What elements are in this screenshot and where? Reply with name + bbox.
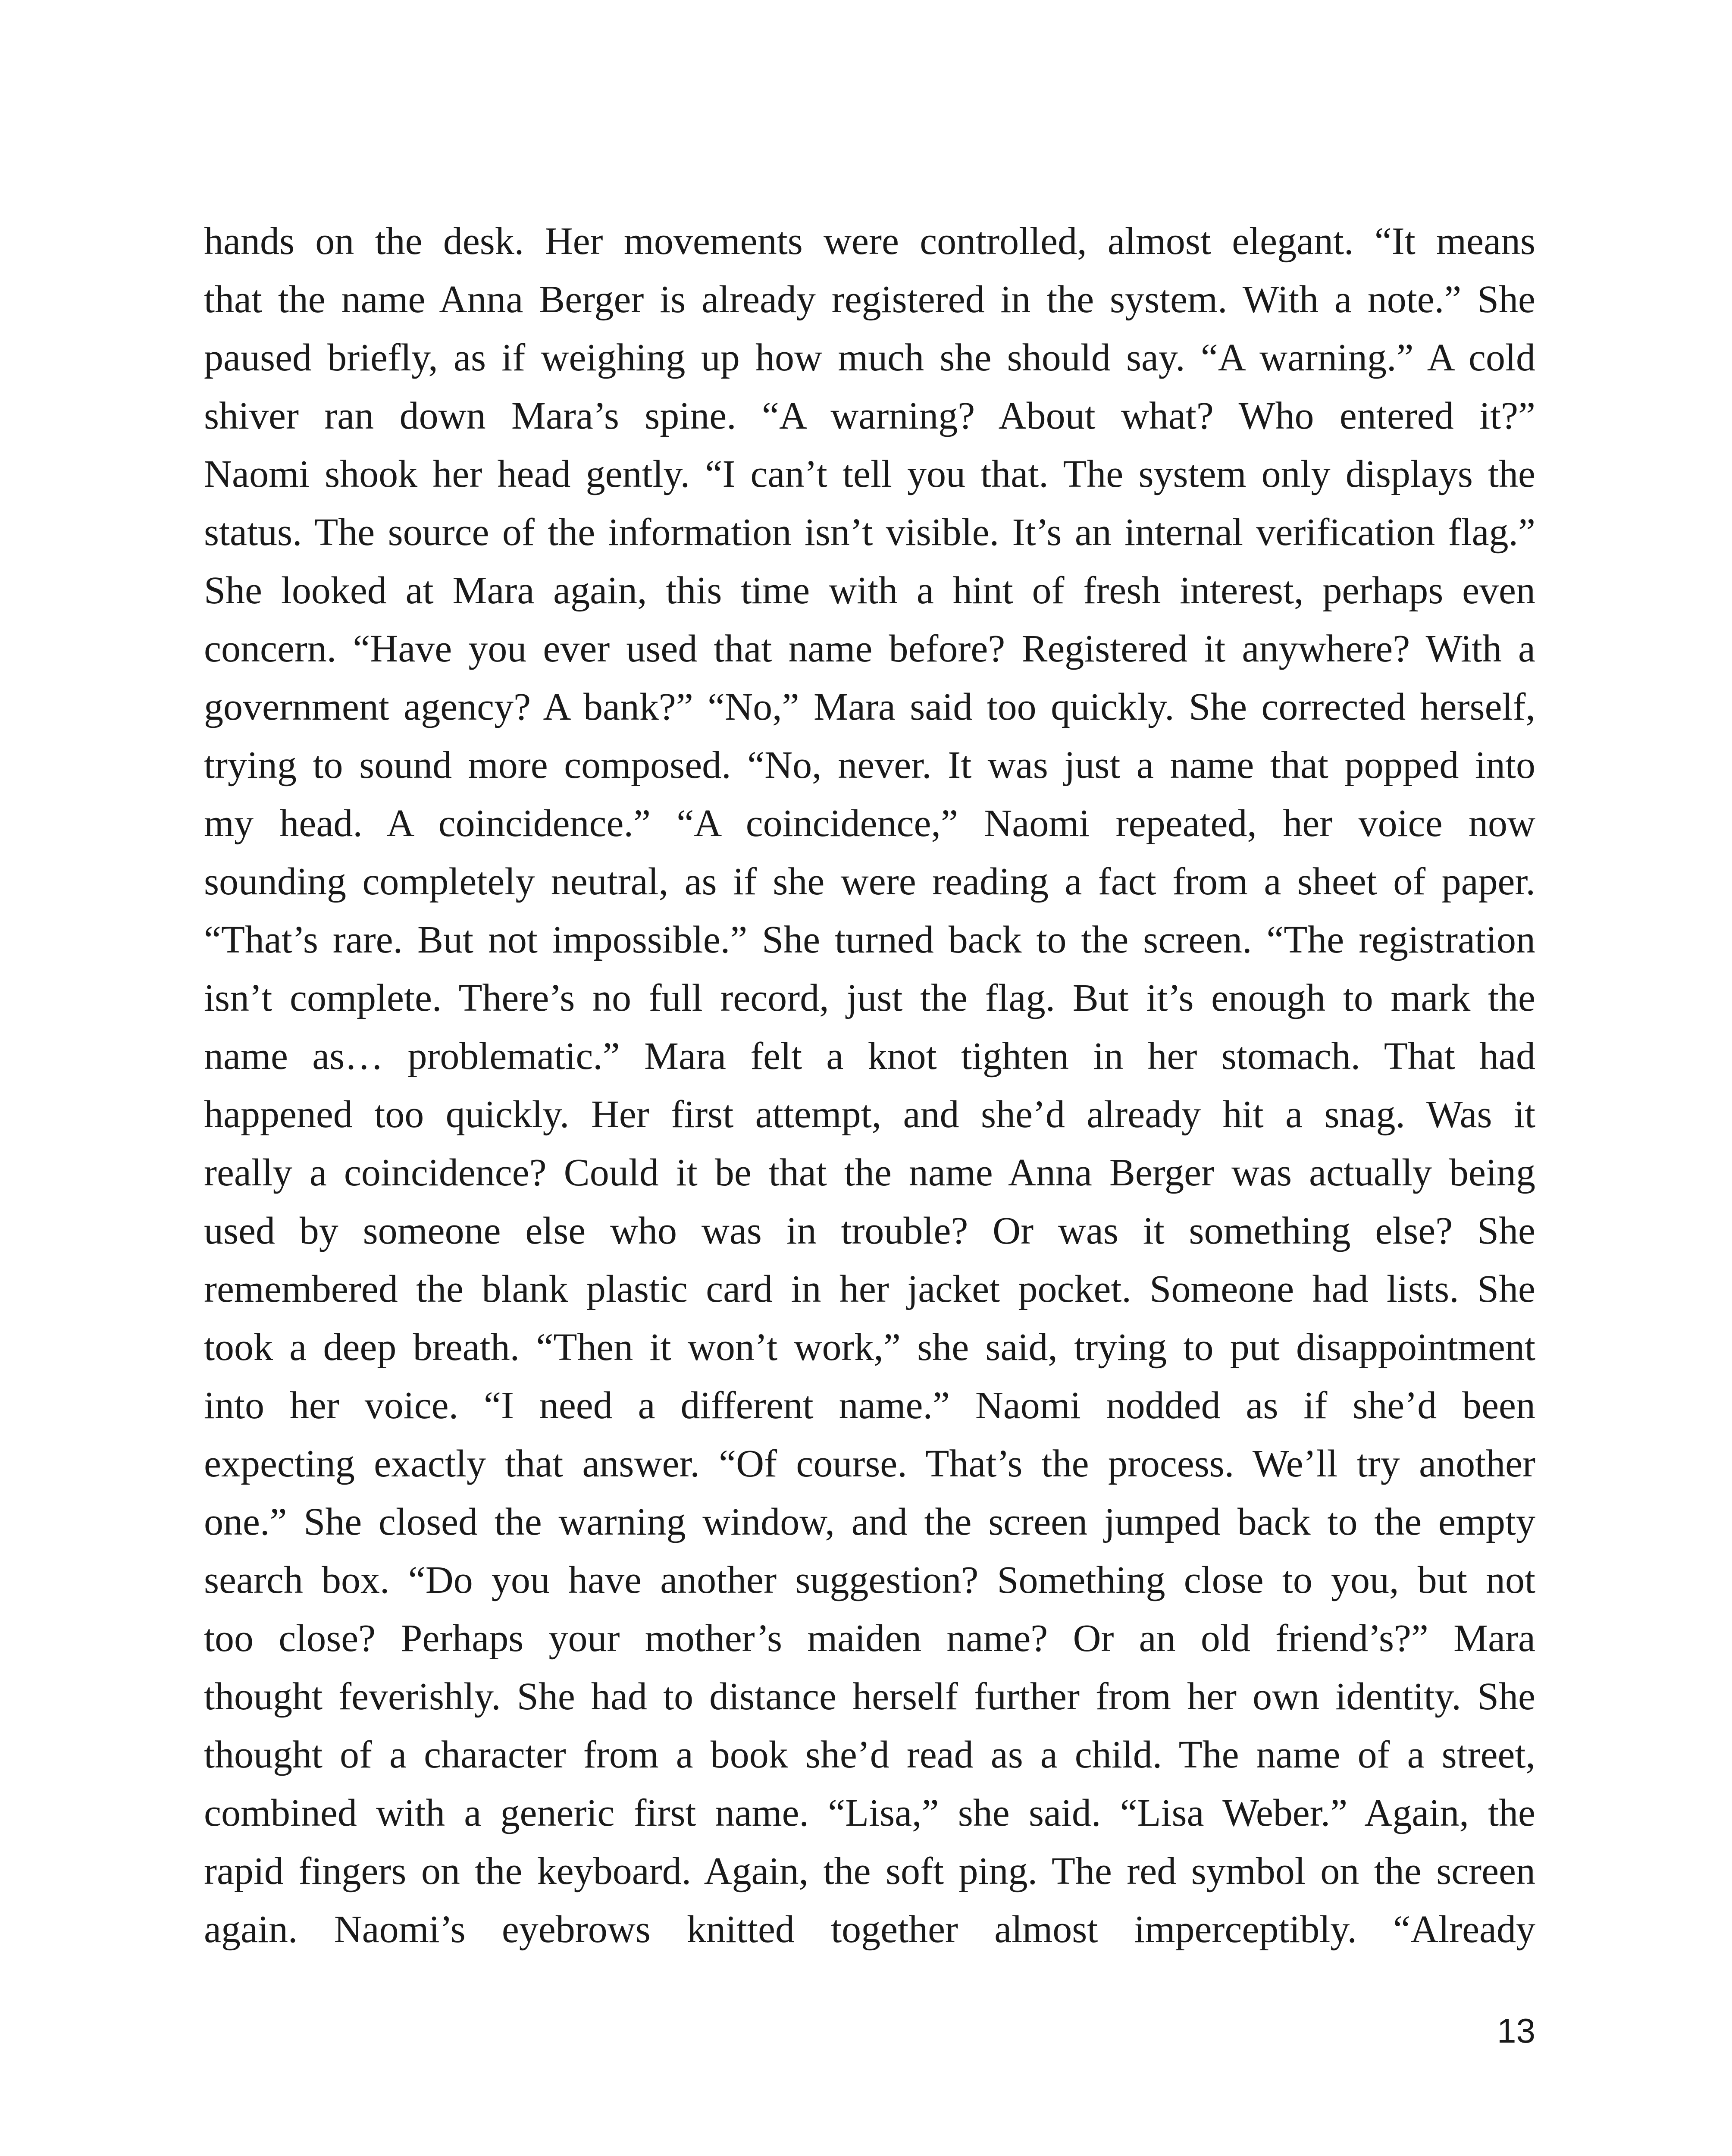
text-line: sounding completely neutral, as if she were reading a fact from a sheet of paper. <box>204 860 1535 903</box>
body-text <box>204 212 1535 1959</box>
text-line: isn’t complete. There’s no full record, just the flag. But it’s enough to mark the <box>204 977 1535 1019</box>
text-line: She looked at Mara again, this time with a hint of fresh interest, perhaps even <box>204 569 1535 612</box>
text-line: my head. A coincidence.” “A coincidence,” Naomi repeated, her voice now <box>204 802 1535 845</box>
text-line: concern. “Have you ever used that name before? Registered it anywhere? With a <box>204 627 1535 670</box>
text-line: happened too quickly. Her first attempt, and she’d already hit a snag. Was it <box>204 1093 1535 1136</box>
text-line: “That’s rare. But not impossible.” She turned back to the screen. “The registration <box>204 918 1535 961</box>
text-line: really a coincidence? Could it be that the name Anna Berger was actually being <box>204 1151 1535 1194</box>
text-line: one.” She closed the warning window, and the screen jumped back to the empty <box>204 1501 1535 1543</box>
page-number: 13 <box>1497 2012 1535 2050</box>
text-line: status. The source of the information isn’t visible. It’s an internal verification flag.” <box>204 511 1535 554</box>
text-line: shiver ran down Mara’s spine. “A warning? About what? Who entered it?” <box>204 395 1535 437</box>
text-line: search box. “Do you have another suggestion? Something close to you, but not <box>204 1559 1535 1601</box>
text-line: remembered the blank plastic card in her jacket pocket. Someone had lists. She <box>204 1268 1535 1310</box>
text-line: took a deep breath. “Then it won’t work,” she said, trying to put disappointment <box>204 1326 1535 1369</box>
text-line: hands on the desk. Her movements were controlled, almost elegant. “It means <box>204 220 1535 263</box>
text-line: that the name Anna Berger is already registered in the system. With a note.” She <box>204 278 1535 321</box>
text-line: thought feverishly. She had to distance herself further from her own identity. She <box>204 1675 1535 1718</box>
text-line: thought of a character from a book she’d read as a child. The name of a street, <box>204 1733 1535 1776</box>
text-line: government agency? A bank?” “No,” Mara said too quickly. She corrected herself, <box>204 686 1535 728</box>
text-line: name as… problematic.” Mara felt a knot tighten in her stomach. That had <box>204 1035 1535 1078</box>
text-line: used by someone else who was in trouble? Or was it something else? She <box>204 1210 1535 1252</box>
text-line: combined with a generic first name. “Lisa,” she said. “Lisa Weber.” Again, the <box>204 1792 1535 1834</box>
text-line: expecting exactly that answer. “Of course. That’s the process. We’ll try another <box>204 1442 1535 1485</box>
text-line: again. Naomi’s eyebrows knitted together almost imperceptibly. “Already <box>204 1908 1535 1951</box>
text-line: rapid fingers on the keyboard. Again, the soft ping. The red symbol on the screen <box>204 1850 1535 1893</box>
text-line: into her voice. “I need a different name.” Naomi nodded as if she’d been <box>204 1384 1535 1427</box>
text-line: trying to sound more composed. “No, never. It was just a name that popped into <box>204 744 1535 787</box>
text-line: too close? Perhaps your mother’s maiden name? Or an old friend’s?” Mara <box>204 1617 1535 1660</box>
text-line: Naomi shook her head gently. “I can’t tell you that. The system only displays the <box>204 453 1535 495</box>
text-line: paused briefly, as if weighing up how much she should say. “A warning.” A cold <box>204 336 1535 379</box>
